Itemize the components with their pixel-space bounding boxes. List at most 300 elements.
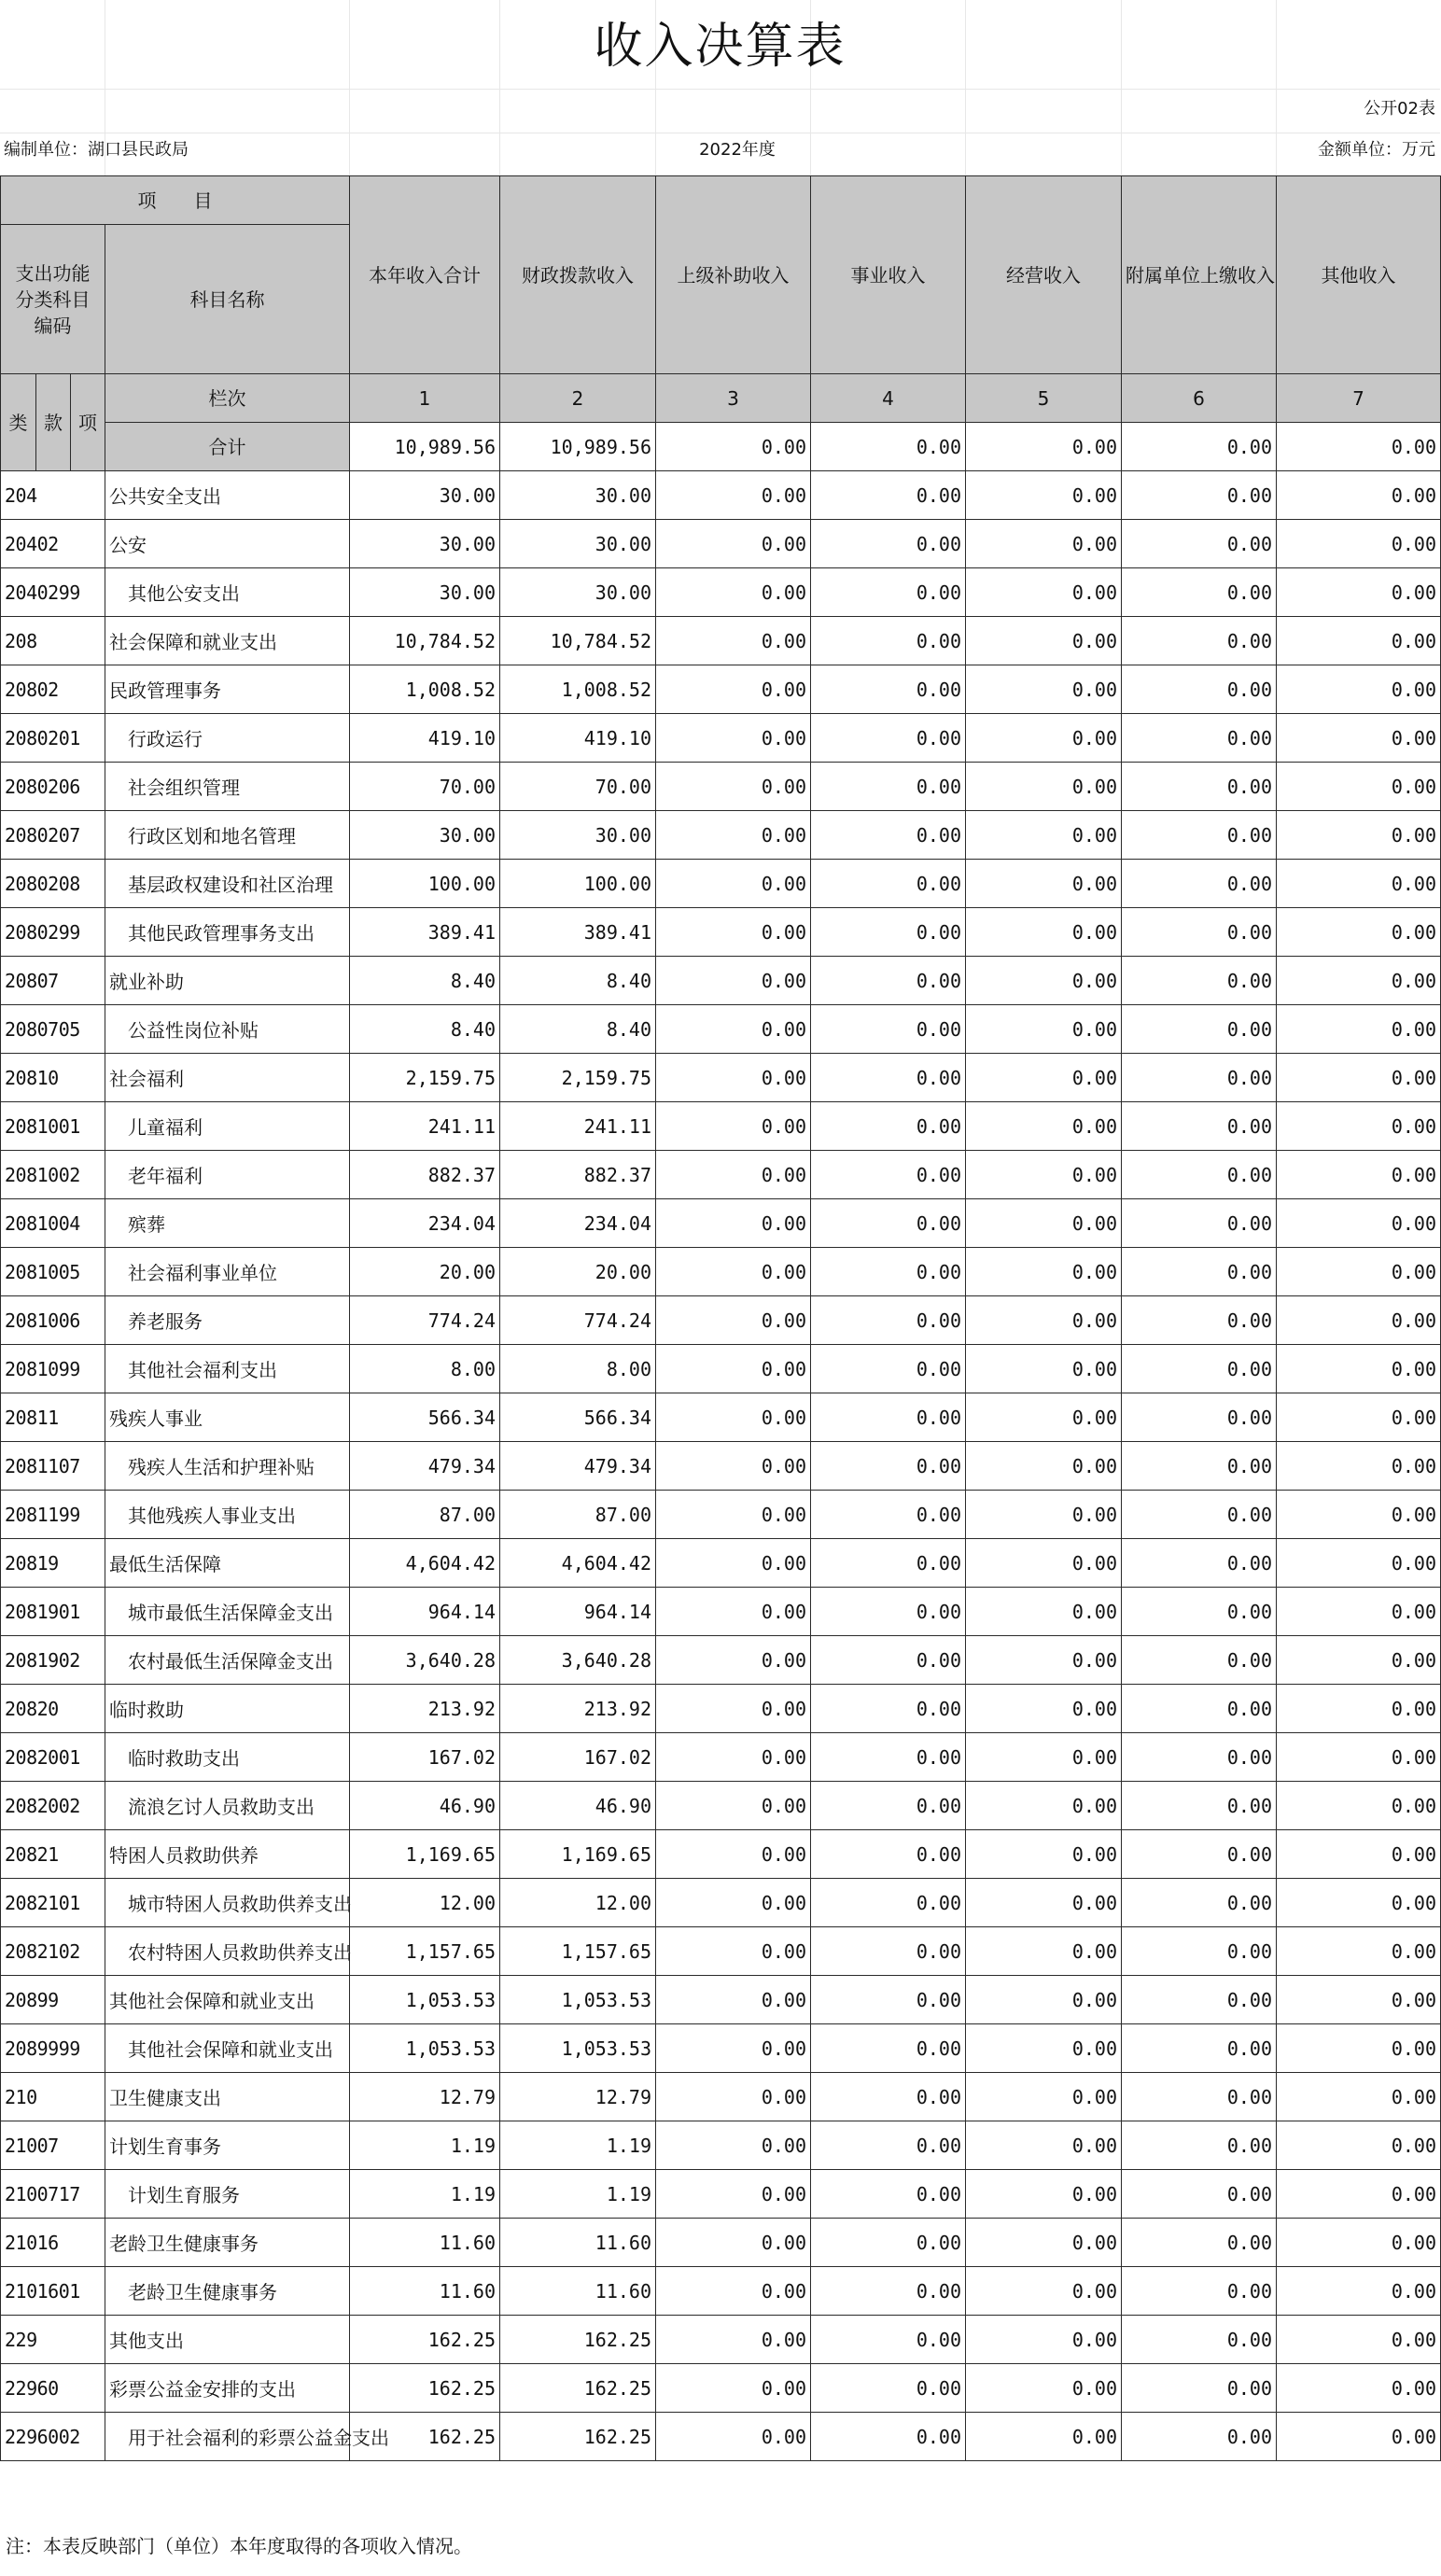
table-row: [1, 1393, 1441, 1442]
column-header: 财政拨款收入: [500, 176, 656, 374]
amount-cell: 0.00: [966, 860, 1122, 908]
table-row: [1, 1199, 1441, 1248]
amount-cell: 964.14: [350, 1588, 500, 1636]
amount-cell: 0.00: [1277, 1491, 1441, 1539]
subject-name: 老年福利: [105, 1151, 350, 1199]
table-row: [1, 908, 1441, 957]
amount-cell: 964.14: [500, 1588, 656, 1636]
table-row: [1, 1054, 1441, 1102]
amount-cell: 87.00: [350, 1491, 500, 1539]
amount-cell: 0.00: [656, 2170, 811, 2219]
subject-name: 其他残疾人事业支出: [105, 1491, 350, 1539]
amount-cell: 0.00: [811, 2364, 966, 2413]
amount-cell: 1.19: [350, 2170, 500, 2219]
amount-cell: 0.00: [1122, 1588, 1277, 1636]
amount-cell: 1,157.65: [350, 1927, 500, 1976]
amount-cell: 0.00: [1122, 1442, 1277, 1491]
amount-cell: 0.00: [656, 520, 811, 568]
table-row: [1, 665, 1441, 714]
amount-cell: 0.00: [1277, 2121, 1441, 2170]
table-row: [1, 1491, 1441, 1539]
amount-cell: 0.00: [656, 1151, 811, 1199]
amount-cell: 1,008.52: [500, 665, 656, 714]
amount-cell: 0.00: [1277, 1927, 1441, 1976]
amount-cell: 0.00: [1277, 908, 1441, 957]
amount-cell: 0.00: [1277, 860, 1441, 908]
subject-name: 流浪乞讨人员救助支出: [105, 1782, 350, 1830]
amount-cell: 0.00: [1122, 471, 1277, 520]
amount-cell: 8.40: [500, 957, 656, 1005]
amount-cell: 0.00: [1277, 2219, 1441, 2267]
amount-cell: 8.40: [350, 957, 500, 1005]
amount-cell: 0.00: [656, 617, 811, 665]
amount-cell: 162.25: [500, 2316, 656, 2364]
amount-cell: 0.00: [966, 2413, 1122, 2461]
subject-name: 公安: [105, 520, 350, 568]
subject-name: 城市特困人员救助供养支出: [105, 1879, 350, 1927]
amount-cell: 8.40: [350, 1005, 500, 1054]
column-number: 7: [1277, 374, 1441, 423]
total-value: 0.00: [966, 423, 1122, 471]
amount-cell: 0.00: [811, 2316, 966, 2364]
subject-name: 残疾人生活和护理补贴: [105, 1442, 350, 1491]
amount-cell: 1,169.65: [350, 1830, 500, 1879]
amount-cell: 0.00: [811, 1248, 966, 1296]
amount-cell: 389.41: [350, 908, 500, 957]
amount-cell: 10,784.52: [350, 617, 500, 665]
amount-cell: 0.00: [1277, 1248, 1441, 1296]
amount-cell: 0.00: [1277, 763, 1441, 811]
amount-cell: 0.00: [811, 1588, 966, 1636]
table-row: [1, 1005, 1441, 1054]
amount-cell: 0.00: [811, 1685, 966, 1733]
amount-cell: 30.00: [350, 520, 500, 568]
column-number: 4: [811, 374, 966, 423]
amount-cell: 0.00: [966, 2316, 1122, 2364]
table-row: [1, 1151, 1441, 1199]
amount-cell: 0.00: [1122, 763, 1277, 811]
amount-cell: 0.00: [966, 1296, 1122, 1345]
subject-code: 2080299: [1, 908, 105, 957]
amount-cell: 4,604.42: [350, 1539, 500, 1588]
table-row: [1, 1782, 1441, 1830]
amount-cell: 0.00: [1122, 1005, 1277, 1054]
amount-cell: 0.00: [1277, 2413, 1441, 2461]
subject-name: 养老服务: [105, 1296, 350, 1345]
column-number: 3: [656, 374, 811, 423]
amount-cell: 0.00: [1277, 665, 1441, 714]
subject-code: 20807: [1, 957, 105, 1005]
income-table: [0, 175, 1441, 2461]
amount-cell: 0.00: [811, 665, 966, 714]
subject-name: 老龄卫生健康事务: [105, 2219, 350, 2267]
amount-cell: 70.00: [500, 763, 656, 811]
table-row: [1, 2121, 1441, 2170]
subject-name: 特困人员救助供养: [105, 1830, 350, 1879]
amount-cell: 882.37: [350, 1151, 500, 1199]
amount-cell: 0.00: [656, 1782, 811, 1830]
amount-cell: 0.00: [1277, 2316, 1441, 2364]
amount-cell: 0.00: [656, 1830, 811, 1879]
table-row: [1, 1588, 1441, 1636]
amount-cell: 0.00: [811, 714, 966, 763]
amount-cell: 1,053.53: [350, 1976, 500, 2024]
amount-cell: 0.00: [1122, 2170, 1277, 2219]
subject-name: 行政运行: [105, 714, 350, 763]
amount-cell: 0.00: [1277, 617, 1441, 665]
amount-cell: 0.00: [656, 1296, 811, 1345]
subject-name: 卫生健康支出: [105, 2073, 350, 2121]
subject-code: 20819: [1, 1539, 105, 1588]
amount-cell: 0.00: [1277, 1685, 1441, 1733]
amount-cell: 0.00: [1122, 1102, 1277, 1151]
amount-cell: 0.00: [1122, 2073, 1277, 2121]
table-row: [1, 1733, 1441, 1782]
amount-cell: 0.00: [656, 665, 811, 714]
table-row: [1, 1102, 1441, 1151]
amount-cell: 0.00: [1277, 2073, 1441, 2121]
amount-cell: 162.25: [350, 2413, 500, 2461]
amount-cell: 0.00: [811, 2413, 966, 2461]
amount-cell: 0.00: [811, 1054, 966, 1102]
amount-cell: 0.00: [966, 1491, 1122, 1539]
amount-cell: 0.00: [811, 1005, 966, 1054]
amount-cell: 566.34: [350, 1393, 500, 1442]
amount-cell: 0.00: [966, 665, 1122, 714]
amount-cell: 1.19: [500, 2170, 656, 2219]
amount-cell: 0.00: [1122, 1830, 1277, 1879]
amount-cell: 0.00: [1122, 2267, 1277, 2316]
subject-name: 民政管理事务: [105, 665, 350, 714]
subject-name: 其他支出: [105, 2316, 350, 2364]
table-row: [1, 1976, 1441, 2024]
amount-cell: 0.00: [1277, 471, 1441, 520]
subject-code: 2081004: [1, 1199, 105, 1248]
xiang-header: 项: [71, 374, 105, 471]
amount-cell: 241.11: [500, 1102, 656, 1151]
amount-cell: 0.00: [966, 520, 1122, 568]
amount-cell: 0.00: [811, 1102, 966, 1151]
amount-cell: 0.00: [656, 1539, 811, 1588]
amount-cell: 479.34: [500, 1442, 656, 1491]
amount-cell: 0.00: [966, 1005, 1122, 1054]
amount-cell: 70.00: [350, 763, 500, 811]
subject-code: 2100717: [1, 2170, 105, 2219]
amount-cell: 1,053.53: [500, 2024, 656, 2073]
amount-cell: 0.00: [966, 1199, 1122, 1248]
amount-cell: 389.41: [500, 908, 656, 957]
amount-cell: 4,604.42: [500, 1539, 656, 1588]
amount-cell: 0.00: [811, 860, 966, 908]
amount-cell: 0.00: [966, 1539, 1122, 1588]
subject-name: 临时救助支出: [105, 1733, 350, 1782]
amount-cell: 0.00: [1122, 1199, 1277, 1248]
amount-cell: 0.00: [966, 1976, 1122, 2024]
amount-cell: 0.00: [1277, 1733, 1441, 1782]
amount-cell: 0.00: [811, 1733, 966, 1782]
amount-cell: 0.00: [811, 1345, 966, 1393]
amount-cell: 0.00: [1277, 1442, 1441, 1491]
subject-name: 其他民政管理事务支出: [105, 908, 350, 957]
amount-cell: 0.00: [1277, 1636, 1441, 1685]
amount-cell: 0.00: [656, 1005, 811, 1054]
amount-cell: 0.00: [1277, 1199, 1441, 1248]
subject-code: 20821: [1, 1830, 105, 1879]
subject-code: 2082002: [1, 1782, 105, 1830]
amount-cell: 213.92: [500, 1685, 656, 1733]
table-row: [1, 1830, 1441, 1879]
amount-cell: 87.00: [500, 1491, 656, 1539]
amount-cell: 0.00: [966, 2121, 1122, 2170]
amount-cell: 0.00: [1122, 617, 1277, 665]
amount-cell: 0.00: [966, 1102, 1122, 1151]
subject-name: 计划生育服务: [105, 2170, 350, 2219]
column-header: 经营收入: [966, 176, 1122, 374]
table-row: [1, 2073, 1441, 2121]
amount-cell: 0.00: [656, 1054, 811, 1102]
amount-cell: 0.00: [656, 1102, 811, 1151]
amount-cell: 0.00: [966, 763, 1122, 811]
amount-cell: 0.00: [966, 1879, 1122, 1927]
amount-cell: 11.60: [350, 2219, 500, 2267]
amount-cell: 1.19: [350, 2121, 500, 2170]
amount-cell: 0.00: [966, 1442, 1122, 1491]
amount-cell: 2,159.75: [500, 1054, 656, 1102]
form-number: 公开02表: [1364, 99, 1435, 119]
amount-cell: 11.60: [500, 2267, 656, 2316]
code-header: 支出功能分类科目编码: [1, 225, 105, 374]
table-row: [1, 1685, 1441, 1733]
amount-cell: 0.00: [966, 1054, 1122, 1102]
amount-cell: 1,053.53: [500, 1976, 656, 2024]
amount-cell: 1.19: [500, 2121, 656, 2170]
table-row: [1, 520, 1441, 568]
subject-code: 20899: [1, 1976, 105, 2024]
table-row: [1, 2364, 1441, 2413]
project-header: 项 目: [1, 176, 350, 225]
amount-cell: 0.00: [1277, 2267, 1441, 2316]
amount-cell: 0.00: [1122, 2121, 1277, 2170]
amount-cell: 12.00: [500, 1879, 656, 1927]
table-row: [1, 811, 1441, 860]
amount-cell: 0.00: [656, 2024, 811, 2073]
amount-cell: 0.00: [1122, 2219, 1277, 2267]
subject-name: 最低生活保障: [105, 1539, 350, 1588]
amount-cell: 0.00: [656, 1588, 811, 1636]
table-row: [1, 1296, 1441, 1345]
amount-cell: 0.00: [811, 1151, 966, 1199]
table-row: [1, 2267, 1441, 2316]
amount-cell: 8.00: [500, 1345, 656, 1393]
amount-cell: 0.00: [1277, 1539, 1441, 1588]
table-row: [1, 1345, 1441, 1393]
amount-cell: 0.00: [656, 860, 811, 908]
subject-code: 2081002: [1, 1151, 105, 1199]
amount-cell: 0.00: [656, 2219, 811, 2267]
amount-cell: 0.00: [1122, 2024, 1277, 2073]
subject-name: 公益性岗位补贴: [105, 1005, 350, 1054]
subject-code: 20402: [1, 520, 105, 568]
subject-code: 20802: [1, 665, 105, 714]
subject-name: 社会福利事业单位: [105, 1248, 350, 1296]
amount-cell: 0.00: [1277, 1879, 1441, 1927]
amount-cell: 0.00: [811, 763, 966, 811]
amount-cell: 3,640.28: [500, 1636, 656, 1685]
amount-cell: 0.00: [811, 2170, 966, 2219]
amount-cell: 0.00: [811, 1442, 966, 1491]
amount-cell: 0.00: [1277, 1296, 1441, 1345]
subject-code: 2081005: [1, 1248, 105, 1296]
amount-cell: 234.04: [350, 1199, 500, 1248]
amount-cell: 0.00: [966, 568, 1122, 617]
amount-cell: 0.00: [656, 714, 811, 763]
subject-code: 2081901: [1, 1588, 105, 1636]
amount-cell: 0.00: [656, 1248, 811, 1296]
subject-name: 其他公安支出: [105, 568, 350, 617]
subject-name: 农村最低生活保障金支出: [105, 1636, 350, 1685]
amount-cell: 30.00: [500, 471, 656, 520]
unit-label: 编制单位：湖口县民政局: [4, 140, 189, 160]
amount-cell: 20.00: [500, 1248, 656, 1296]
amount-cell: 30.00: [500, 568, 656, 617]
amount-cell: 213.92: [350, 1685, 500, 1733]
subject-code: 210: [1, 2073, 105, 2121]
amount-cell: 0.00: [966, 714, 1122, 763]
subject-name: 其他社会福利支出: [105, 1345, 350, 1393]
amount-cell: 0.00: [656, 1442, 811, 1491]
amount-cell: 419.10: [500, 714, 656, 763]
amount-cell: 20.00: [350, 1248, 500, 1296]
amount-cell: 12.79: [350, 2073, 500, 2121]
total-value: 0.00: [656, 423, 811, 471]
subject-name: 老龄卫生健康事务: [105, 2267, 350, 2316]
amount-cell: 0.00: [1122, 714, 1277, 763]
table-row: [1, 1539, 1441, 1588]
amount-cell: 0.00: [656, 1636, 811, 1685]
amount-cell: 0.00: [1122, 860, 1277, 908]
total-value: 0.00: [811, 423, 966, 471]
amount-cell: 12.79: [500, 2073, 656, 2121]
column-number: 6: [1122, 374, 1277, 423]
total-value: 10,989.56: [500, 423, 656, 471]
amount-cell: 566.34: [500, 1393, 656, 1442]
subject-name: 基层政权建设和社区治理: [105, 860, 350, 908]
amount-cell: 46.90: [500, 1782, 656, 1830]
column-header: 附属单位上缴收入: [1122, 176, 1277, 374]
amount-cell: 0.00: [1122, 1345, 1277, 1393]
amount-cell: 46.90: [350, 1782, 500, 1830]
subject-name: 城市最低生活保障金支出: [105, 1588, 350, 1636]
amount-cell: 0.00: [811, 1491, 966, 1539]
amount-cell: 0.00: [811, 2121, 966, 2170]
amount-cell: 8.40: [500, 1005, 656, 1054]
table-row: [1, 2024, 1441, 2073]
amount-cell: 0.00: [811, 1199, 966, 1248]
amount-cell: 0.00: [1122, 908, 1277, 957]
amount-cell: 0.00: [1122, 1151, 1277, 1199]
subject-code: 2081006: [1, 1296, 105, 1345]
subject-code: 2296002: [1, 2413, 105, 2461]
subject-code: 2081902: [1, 1636, 105, 1685]
amount-cell: 30.00: [350, 568, 500, 617]
amount-cell: 167.02: [500, 1733, 656, 1782]
amount-cell: 0.00: [1122, 1393, 1277, 1442]
amount-cell: 167.02: [350, 1733, 500, 1782]
table-row: [1, 763, 1441, 811]
subject-code: 2082102: [1, 1927, 105, 1976]
amount-cell: 0.00: [811, 1879, 966, 1927]
amount-cell: 0.00: [811, 568, 966, 617]
amount-cell: 0.00: [656, 2364, 811, 2413]
amount-cell: 0.00: [1122, 1976, 1277, 2024]
amount-cell: 0.00: [966, 1345, 1122, 1393]
subject-code: 21007: [1, 2121, 105, 2170]
amount-cell: 0.00: [1122, 1927, 1277, 1976]
page-title: 收入决算表: [594, 19, 846, 75]
footnote: 注：本表反映部门（单位）本年度取得的各项收入情况。: [6, 2535, 472, 2557]
amount-cell: 0.00: [966, 1636, 1122, 1685]
subject-code: 2081099: [1, 1345, 105, 1393]
amount-cell: 0.00: [966, 2267, 1122, 2316]
amount-cell: 0.00: [656, 1879, 811, 1927]
amount-cell: 0.00: [966, 957, 1122, 1005]
amount-cell: 0.00: [811, 1393, 966, 1442]
amount-cell: 11.60: [350, 2267, 500, 2316]
column-number: 2: [500, 374, 656, 423]
table-row: [1, 1248, 1441, 1296]
amount-cell: 0.00: [1122, 2316, 1277, 2364]
subject-name: 就业补助: [105, 957, 350, 1005]
subject-code: 2081107: [1, 1442, 105, 1491]
amount-cell: 0.00: [1122, 2364, 1277, 2413]
amount-cell: 0.00: [656, 2316, 811, 2364]
amount-cell: 0.00: [966, 2219, 1122, 2267]
amount-cell: 0.00: [811, 1296, 966, 1345]
amount-cell: 0.00: [966, 1927, 1122, 1976]
amount-cell: 0.00: [656, 1491, 811, 1539]
amount-cell: 0.00: [966, 471, 1122, 520]
amount-cell: 0.00: [1122, 1296, 1277, 1345]
amount-cell: 0.00: [811, 2267, 966, 2316]
subject-name: 公共安全支出: [105, 471, 350, 520]
subject-code: 2081199: [1, 1491, 105, 1539]
money-unit-label: 金额单位：万元: [1318, 140, 1435, 160]
subject-code: 20810: [1, 1054, 105, 1102]
year-label: 2022年度: [699, 140, 776, 160]
amount-cell: 0.00: [1277, 2364, 1441, 2413]
amount-cell: 0.00: [1277, 714, 1441, 763]
subject-code: 2040299: [1, 568, 105, 617]
subject-code: 2082101: [1, 1879, 105, 1927]
amount-cell: 774.24: [350, 1296, 500, 1345]
amount-cell: 0.00: [966, 2364, 1122, 2413]
amount-cell: 8.00: [350, 1345, 500, 1393]
amount-cell: 0.00: [966, 1393, 1122, 1442]
amount-cell: 0.00: [811, 1539, 966, 1588]
amount-cell: 162.25: [500, 2364, 656, 2413]
subject-name: 计划生育事务: [105, 2121, 350, 2170]
amount-cell: 0.00: [1277, 1345, 1441, 1393]
amount-cell: 162.25: [350, 2364, 500, 2413]
amount-cell: 0.00: [966, 1733, 1122, 1782]
amount-cell: 0.00: [656, 1393, 811, 1442]
amount-cell: 241.11: [350, 1102, 500, 1151]
subject-name: 临时救助: [105, 1685, 350, 1733]
subject-code: 2080207: [1, 811, 105, 860]
amount-cell: 0.00: [811, 2073, 966, 2121]
amount-cell: 0.00: [1277, 1782, 1441, 1830]
amount-cell: 11.60: [500, 2219, 656, 2267]
